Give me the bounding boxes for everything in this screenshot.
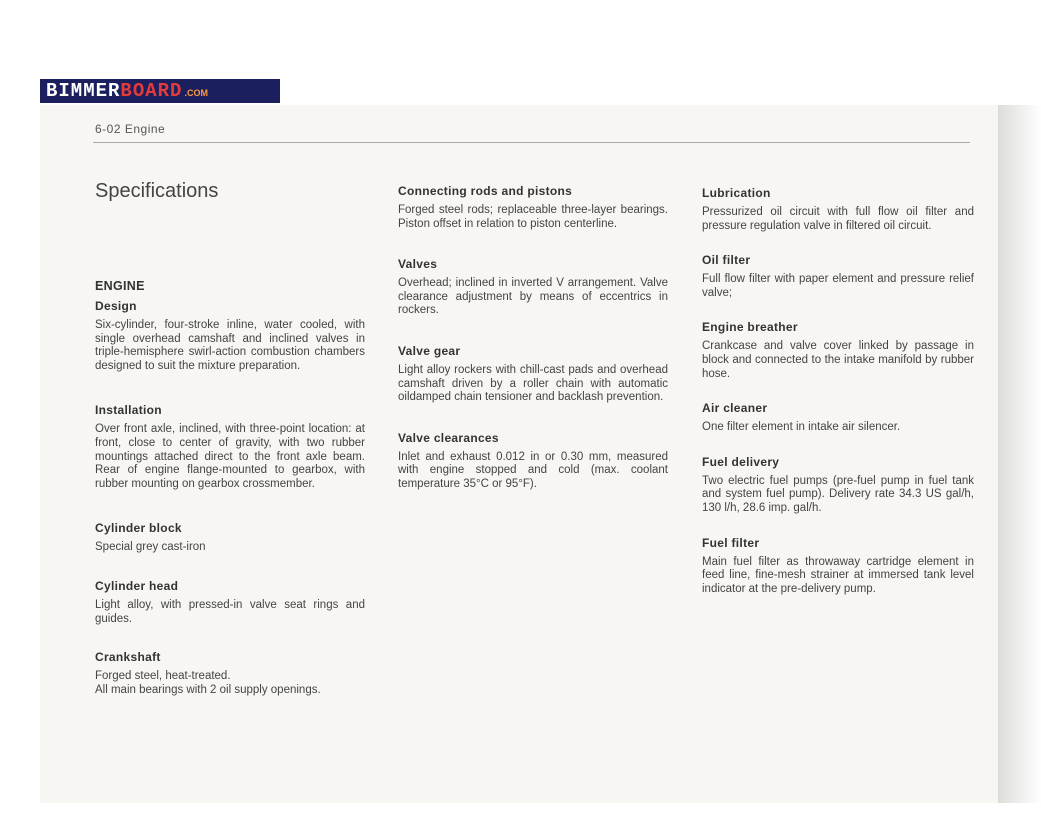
section-text: Crankcase and valve cover linked by passage in block and connected to the intake manifold by rubber hose. — [702, 340, 974, 380]
section-valves — [398, 257, 668, 318]
section-oil-filter — [702, 253, 974, 300]
section-text: Full flow filter with paper element and pressure relief valve; — [702, 273, 974, 299]
section-air-cleaner — [702, 401, 974, 435]
section-text: Overhead; inclined in inverted V arrangement. Valve clearance adjustment by means of eccentrics in rockers. — [398, 277, 668, 317]
section-heading: Valve gear — [398, 343, 461, 358]
section-connecting-rods — [398, 184, 668, 231]
page-edge-shadow — [998, 105, 1041, 803]
section-text: Over front axle, inclined, with three-point location: at front, close to center of gravity, with two rubber mountings attached direct to the front axle beam. Rear of engine flange-mounted to gearbox, with rubber mounting on gearbox crossmember. — [95, 423, 365, 490]
section-heading: Connecting rods and pistons — [398, 184, 573, 198]
section-text: Special grey cast-iron — [95, 541, 206, 554]
section-text: Main fuel filter as throwaway cartridge element in feed line, fine-mesh strainer at immersed tank level indicator at the pre-delivery pump. — [702, 555, 974, 595]
header-rule — [93, 142, 970, 143]
page-title: Specifications — [95, 180, 219, 202]
section-heading: Engine breather — [702, 320, 798, 335]
section-heading: Cylinder block — [95, 521, 182, 536]
section-heading: Installation — [95, 403, 162, 418]
section-heading: Air cleaner — [702, 401, 768, 416]
column-3 — [702, 186, 974, 616]
section-engine-breather — [702, 320, 974, 381]
section-text: Six-cylinder, four-stroke inline, water cooled, with single overhead camshaft and inclined valves in triple-hemisphere swirl-action combustion chambers designed to suit the mixture preparation. — [95, 319, 365, 372]
section-heading: Lubrication — [702, 186, 771, 200]
section-heading: Oil filter — [702, 253, 751, 268]
section-cylinder-head — [95, 579, 365, 626]
section-fuel-filter — [702, 536, 974, 597]
column-1 — [95, 180, 365, 717]
section-heading: Crankshaft — [95, 650, 161, 665]
section-text: Light alloy rockers with chill-cast pads and overhead camshaft driven by a roller chain with automatic oildamped chain tensioner and backlash prevention. — [398, 363, 668, 404]
section-text: One filter element in intake air silencer. — [702, 421, 901, 434]
section-heading: Design — [95, 299, 137, 313]
section-valve-clearances — [398, 431, 668, 492]
section-heading: Valve clearances — [398, 430, 499, 445]
logo-text-bimmer: BIMMER — [46, 80, 121, 102]
section-lubrication — [702, 186, 974, 233]
section-fuel-delivery — [702, 455, 974, 516]
section-installation — [95, 403, 365, 491]
section-heading: Fuel delivery — [702, 454, 780, 469]
section-text: Forged steel, heat-treated. All main bearings with 2 oil supply openings. — [95, 670, 321, 696]
logo-text-com: .COM — [184, 88, 208, 98]
section-heading: Fuel filter — [702, 535, 760, 550]
section-text: Forged steel rods; replaceable three-layer bearings. Piston offset in relation to piston centerline. — [398, 204, 668, 230]
section-text: Light alloy, with pressed-in valve seat rings and guides. — [95, 598, 365, 625]
section-text: Inlet and exhaust 0.012 in or 0.30 mm, measured with engine stopped and cold (max. coolant temperature 35°C or 95°F). — [398, 450, 668, 490]
column-2 — [398, 184, 668, 512]
section-valve-gear — [398, 344, 668, 405]
section-cylinder-block — [95, 521, 365, 555]
section-text: Two electric fuel pumps (pre-fuel pump in fuel tank and system fuel pump). Delivery rate 34.3 US gal/h, 130 l/h, 28.6 imp. gal/h. — [702, 474, 974, 514]
section-heading: Valves — [398, 257, 438, 272]
section-crankshaft — [95, 650, 365, 697]
major-heading-engine: ENGINE — [95, 279, 145, 293]
logo-text-board: BOARD — [120, 80, 183, 102]
section-heading: Cylinder head — [95, 578, 179, 593]
site-logo — [40, 79, 280, 103]
running-head: 6-02 Engine — [95, 122, 166, 136]
section-text: Pressurized oil circuit with full flow oil filter and pressure regulation valve in filtered oil circuit. — [702, 206, 974, 232]
section-design — [95, 299, 365, 373]
